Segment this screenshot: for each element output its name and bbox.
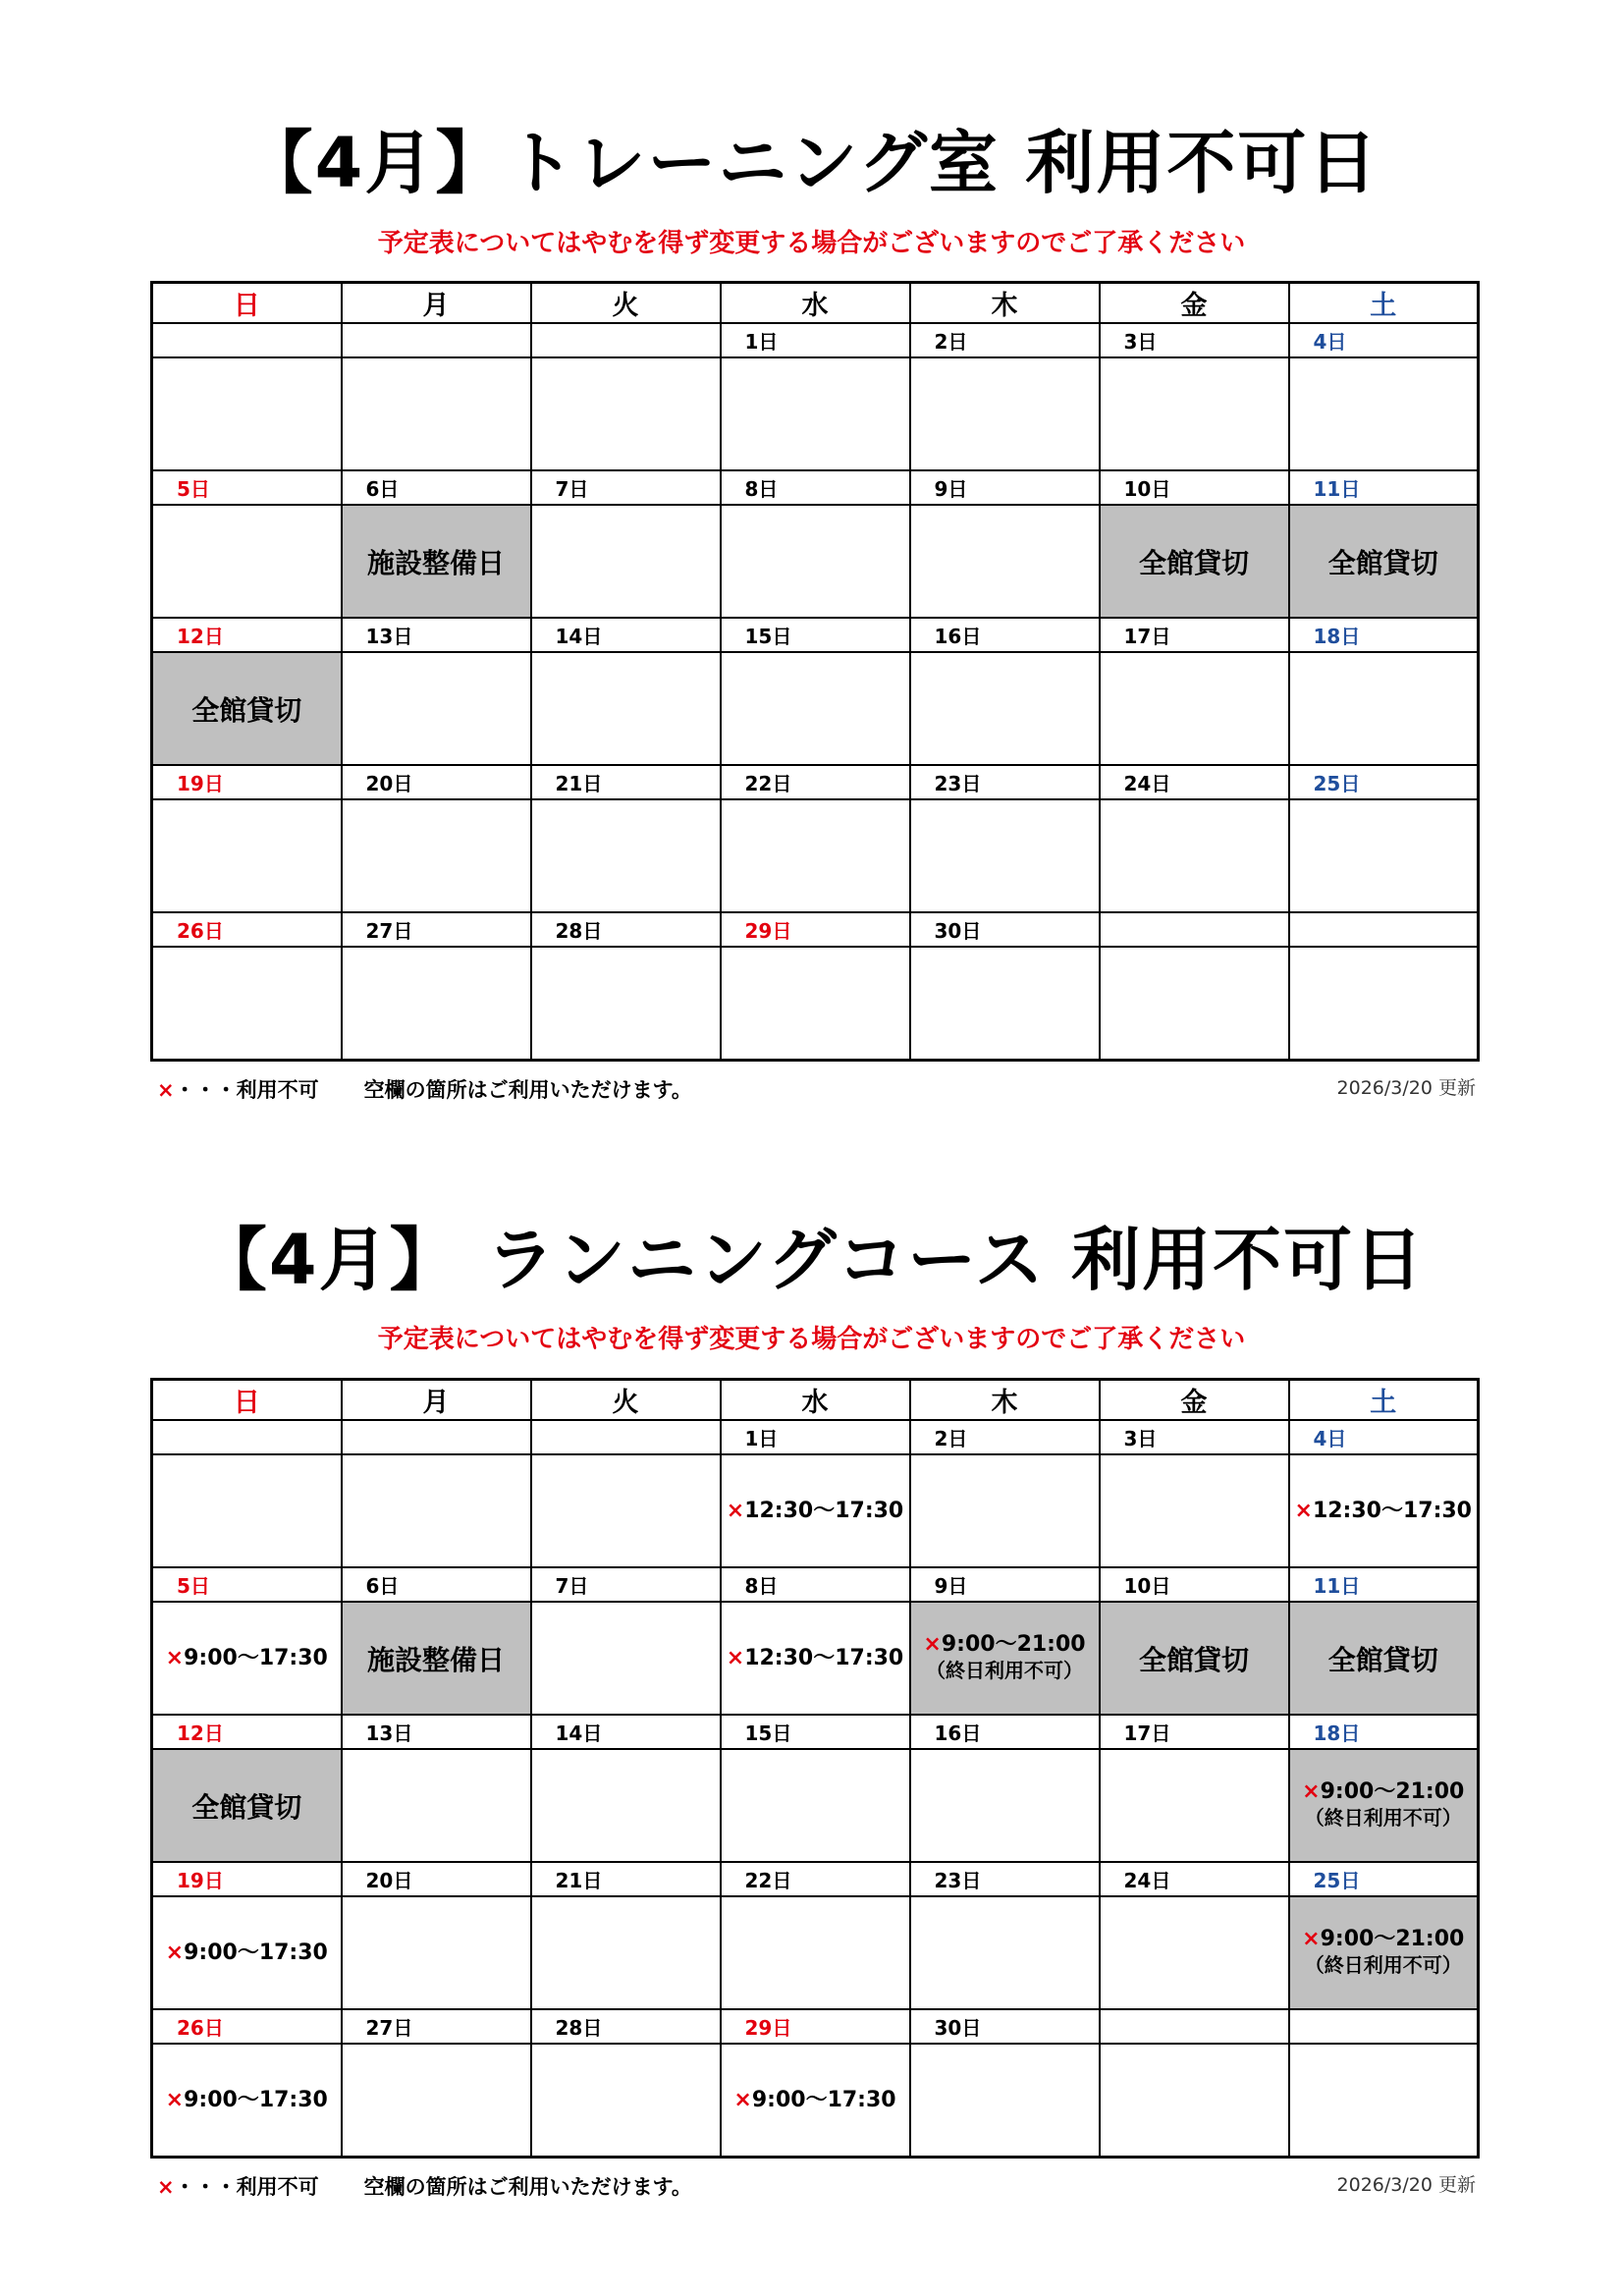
date-cell: 2日: [910, 1420, 1100, 1454]
weekday-fri: 金: [1100, 283, 1289, 324]
status-cell: [1289, 2044, 1479, 2158]
status-row: [152, 652, 1479, 765]
status-cell: [910, 2044, 1100, 2158]
x-mark: ×: [165, 2087, 185, 2112]
status-row: [152, 1454, 1479, 1567]
date-cell: 1日: [721, 1420, 910, 1454]
date-cell: [342, 1420, 531, 1454]
date-cell: 9日: [910, 1567, 1100, 1602]
date-cell: 8日: [721, 1567, 910, 1602]
status-cell: [721, 357, 910, 470]
date-cell-holiday: 29日: [721, 2009, 910, 2044]
date-cell: 15日: [721, 618, 910, 652]
status-cell-closed: [721, 1454, 910, 1567]
weekday-fri: 金: [1100, 1380, 1289, 1421]
status-cell-closed-allday: [1289, 1896, 1479, 2009]
date-cell: 6日: [342, 470, 531, 505]
status-cell: [721, 799, 910, 912]
status-cell: [1100, 1896, 1289, 2009]
date-cell: 19日: [152, 765, 342, 799]
date-cell: 4日: [1289, 323, 1479, 357]
date-row: [152, 912, 1479, 947]
x-mark: ×: [1302, 1927, 1321, 1951]
status-cell: [342, 2044, 531, 2158]
status-cell: [1100, 1749, 1289, 1862]
date-cell: 5日: [152, 1567, 342, 1602]
status-cell: [531, 1896, 721, 2009]
status-cell: [342, 799, 531, 912]
status-cell: [531, 1602, 721, 1715]
date-cell: 19日: [152, 1862, 342, 1896]
closed-time: 9:00～21:00: [1320, 1927, 1465, 1951]
closed-time: 12:30～17:30: [744, 1645, 904, 1670]
date-cell: [1100, 912, 1289, 947]
x-mark: ×: [1294, 1498, 1313, 1523]
status-row: [152, 505, 1479, 618]
date-cell: 28日: [531, 2009, 721, 2044]
weekday-sat: 土: [1289, 1380, 1479, 1421]
running-updated: 2026/3/20 更新: [1336, 2174, 1476, 2196]
date-cell: 27日: [342, 2009, 531, 2044]
closed-time: 12:30～17:30: [1312, 1498, 1472, 1523]
date-cell: 18日: [1289, 1715, 1479, 1749]
date-row: [152, 2009, 1479, 2044]
status-cell: [1100, 799, 1289, 912]
status-cell: [1100, 357, 1289, 470]
x-mark: ×: [923, 1632, 942, 1657]
date-cell: 11日: [1289, 1567, 1479, 1602]
date-cell: 23日: [910, 765, 1100, 799]
legend-x-mark: ×: [157, 2175, 175, 2199]
weekday-tue: 火: [531, 283, 721, 324]
weekday-sun: 日: [152, 1380, 342, 1421]
status-cell-closed: [1289, 1454, 1479, 1567]
status-cell-closed: [721, 2044, 910, 2158]
status-cell-closed: [152, 2044, 342, 2158]
training-title: 【4月】トレーニング室 利用不可日: [243, 123, 1380, 203]
weekday-thu: 木: [910, 283, 1100, 324]
date-cell: [152, 1420, 342, 1454]
x-mark: ×: [726, 1645, 745, 1670]
date-cell: 12日: [152, 618, 342, 652]
date-cell: [1289, 912, 1479, 947]
closed-time: 9:00～21:00: [1320, 1779, 1465, 1804]
date-cell: 8日: [721, 470, 910, 505]
date-cell: 17日: [1100, 618, 1289, 652]
date-cell: 22日: [721, 1862, 910, 1896]
date-cell: [531, 1420, 721, 1454]
status-cell-maintenance: 施設整備日: [342, 505, 531, 618]
weekday-mon: 月: [342, 283, 531, 324]
date-row: [152, 1420, 1479, 1454]
date-cell: 12日: [152, 1715, 342, 1749]
date-cell: 17日: [1100, 1715, 1289, 1749]
status-cell: [152, 947, 342, 1061]
status-cell-reserved: 全館貸切: [1100, 505, 1289, 618]
date-cell: 27日: [342, 912, 531, 947]
status-cell: [721, 1749, 910, 1862]
status-cell-closed: [152, 1602, 342, 1715]
status-cell: [1289, 357, 1479, 470]
status-cell: [531, 947, 721, 1061]
running-notice: 予定表についてはやむを得ず変更する場合がございますのでご了承ください: [377, 1325, 1246, 1354]
status-cell-reserved: 全館貸切: [152, 1749, 342, 1862]
status-cell: [910, 947, 1100, 1061]
closed-time: 9:00～17:30: [184, 1940, 328, 1965]
status-cell-maintenance: 施設整備日: [342, 1602, 531, 1715]
weekday-thu: 木: [910, 1380, 1100, 1421]
status-cell-closed-allday: [1289, 1749, 1479, 1862]
date-cell: 3日: [1100, 1420, 1289, 1454]
status-cell: [1289, 652, 1479, 765]
status-cell: [910, 1896, 1100, 2009]
status-row: [152, 2044, 1479, 2158]
date-cell: 7日: [531, 470, 721, 505]
x-mark: ×: [1302, 1779, 1321, 1804]
date-row: [152, 323, 1479, 357]
status-cell: [342, 1896, 531, 2009]
closed-time: 9:00～21:00: [941, 1632, 1086, 1657]
status-cell: [531, 357, 721, 470]
date-cell: 16日: [910, 1715, 1100, 1749]
status-cell: [342, 1454, 531, 1567]
status-cell-reserved: 全館貸切: [152, 652, 342, 765]
status-cell: [1100, 947, 1289, 1061]
date-cell: 7日: [531, 1567, 721, 1602]
status-cell: [910, 1454, 1100, 1567]
legend-note: 空欄の箇所はご利用いただけます。: [363, 2175, 692, 2199]
status-cell: [531, 1749, 721, 1862]
x-mark: ×: [726, 1498, 745, 1523]
date-cell: 23日: [910, 1862, 1100, 1896]
date-cell: 30日: [910, 912, 1100, 947]
closed-time: 9:00～17:30: [184, 1645, 328, 1670]
status-row: [152, 1749, 1479, 1862]
date-cell-holiday: 29日: [721, 912, 910, 947]
date-cell: 18日: [1289, 618, 1479, 652]
date-cell: 22日: [721, 765, 910, 799]
running-legend: [157, 2171, 692, 2201]
status-cell: [910, 357, 1100, 470]
status-cell: [910, 505, 1100, 618]
date-cell: 24日: [1100, 765, 1289, 799]
status-cell: [342, 1749, 531, 1862]
date-cell: 14日: [531, 618, 721, 652]
status-cell: [531, 1454, 721, 1567]
date-cell: 10日: [1100, 1567, 1289, 1602]
date-cell: 2日: [910, 323, 1100, 357]
status-cell-closed-allday: [910, 1602, 1100, 1715]
date-cell: [1289, 2009, 1479, 2044]
x-mark: ×: [165, 1940, 185, 1965]
status-cell: [152, 357, 342, 470]
status-cell-reserved: 全館貸切: [1100, 1602, 1289, 1715]
date-cell: 26日: [152, 2009, 342, 2044]
status-cell: [342, 357, 531, 470]
date-cell: [531, 323, 721, 357]
x-mark: ×: [733, 2087, 752, 2112]
status-cell: [721, 1896, 910, 2009]
running-title: 【4月】 ランニングコース 利用不可日: [197, 1220, 1426, 1300]
date-row: [152, 618, 1479, 652]
date-cell: 9日: [910, 470, 1100, 505]
status-cell-closed: [152, 1896, 342, 2009]
date-cell: 26日: [152, 912, 342, 947]
legend-x-mark: ×: [157, 1078, 175, 1102]
running-calendar: [150, 1378, 1480, 2159]
date-cell: 21日: [531, 765, 721, 799]
date-cell: 4日: [1289, 1420, 1479, 1454]
allday-label: （終日利用不可）: [1304, 1953, 1462, 1977]
date-row: [152, 470, 1479, 505]
status-cell: [152, 1454, 342, 1567]
weekday-wed: 水: [721, 283, 910, 324]
legend-label: ・・・利用不可: [174, 2175, 319, 2199]
closed-time: 9:00～17:30: [751, 2087, 896, 2112]
date-row: [152, 765, 1479, 799]
date-cell: 20日: [342, 765, 531, 799]
date-cell: 28日: [531, 912, 721, 947]
closed-time: 9:00～17:30: [184, 2087, 328, 2112]
date-row: [152, 1715, 1479, 1749]
status-row: [152, 947, 1479, 1061]
date-cell: 30日: [910, 2009, 1100, 2044]
status-cell-closed: [721, 1602, 910, 1715]
status-cell-reserved: 全館貸切: [1289, 1602, 1479, 1715]
weekday-mon: 月: [342, 1380, 531, 1421]
status-cell: [342, 652, 531, 765]
status-cell: [1100, 1454, 1289, 1567]
status-cell-reserved: 全館貸切: [1289, 505, 1479, 618]
status-cell: [531, 652, 721, 765]
date-cell: 25日: [1289, 765, 1479, 799]
x-mark: ×: [165, 1645, 185, 1670]
date-cell: 11日: [1289, 470, 1479, 505]
status-cell: [1289, 799, 1479, 912]
legend-label: ・・・利用不可: [174, 1078, 319, 1102]
weekday-sun: 日: [152, 283, 342, 324]
status-cell: [531, 505, 721, 618]
date-cell: 6日: [342, 1567, 531, 1602]
date-cell: 24日: [1100, 1862, 1289, 1896]
date-cell: 21日: [531, 1862, 721, 1896]
status-cell: [1100, 2044, 1289, 2158]
weekday-header-row: [152, 283, 1479, 324]
date-cell: [152, 323, 342, 357]
training-notice: 予定表についてはやむを得ず変更する場合がございますのでご了承ください: [377, 229, 1246, 258]
status-row: [152, 799, 1479, 912]
date-cell: 14日: [531, 1715, 721, 1749]
status-cell: [531, 799, 721, 912]
date-cell: 1日: [721, 323, 910, 357]
date-cell: 3日: [1100, 323, 1289, 357]
status-cell: [910, 1749, 1100, 1862]
status-cell: [910, 799, 1100, 912]
status-cell: [910, 652, 1100, 765]
status-cell: [721, 947, 910, 1061]
status-cell: [721, 652, 910, 765]
allday-label: （終日利用不可）: [1304, 1806, 1462, 1830]
date-cell: 16日: [910, 618, 1100, 652]
weekday-wed: 水: [721, 1380, 910, 1421]
status-cell: [1100, 652, 1289, 765]
allday-label: （終日利用不可）: [926, 1659, 1083, 1682]
status-cell: [152, 799, 342, 912]
legend-note: 空欄の箇所はご利用いただけます。: [363, 1078, 692, 1102]
weekday-header-row: [152, 1380, 1479, 1421]
date-cell: 20日: [342, 1862, 531, 1896]
weekday-sat: 土: [1289, 283, 1479, 324]
date-cell: 15日: [721, 1715, 910, 1749]
date-cell: 25日: [1289, 1862, 1479, 1896]
date-cell: 13日: [342, 618, 531, 652]
date-row: [152, 1567, 1479, 1602]
status-cell: [531, 2044, 721, 2158]
training-legend: [157, 1074, 692, 1104]
status-cell: [342, 947, 531, 1061]
date-cell: 13日: [342, 1715, 531, 1749]
training-updated: 2026/3/20 更新: [1336, 1077, 1476, 1099]
status-row: [152, 1896, 1479, 2009]
status-cell: [721, 505, 910, 618]
date-cell: 10日: [1100, 470, 1289, 505]
status-row: [152, 1602, 1479, 1715]
date-cell: [342, 323, 531, 357]
date-row: [152, 1862, 1479, 1896]
status-cell: [152, 505, 342, 618]
training-calendar: [150, 281, 1480, 1062]
date-cell: 5日: [152, 470, 342, 505]
status-cell: [1289, 947, 1479, 1061]
closed-time: 12:30～17:30: [744, 1498, 904, 1523]
date-cell: [1100, 2009, 1289, 2044]
weekday-tue: 火: [531, 1380, 721, 1421]
status-row: [152, 357, 1479, 470]
